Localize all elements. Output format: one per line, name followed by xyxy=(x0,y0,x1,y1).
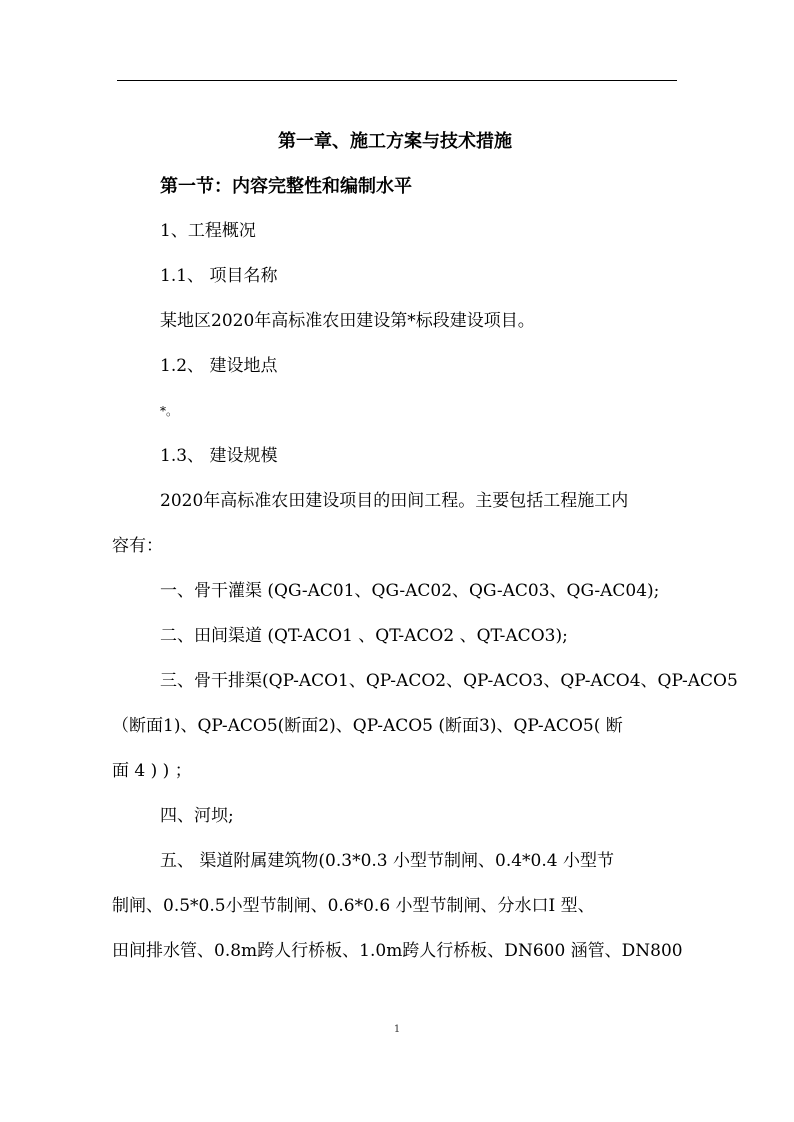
list-item-4: 四、河坝; xyxy=(160,806,234,826)
list-item-3-line2: （断面1)、QP-ACO5(断面2)、QP-ACO5 (断面3)、QP-ACO5( 断 xyxy=(112,716,623,736)
scale-text-line2: 容有： xyxy=(112,536,163,556)
list-item-3-line1: 三、骨干排渠(QP-ACO1、QP-ACO2、QP-ACO3、QP-ACO4、QP-ACO5 xyxy=(160,671,738,691)
heading-overview: 1、工程概况 xyxy=(160,221,256,241)
heading-project-name: 1.1、 项目名称 xyxy=(160,266,278,286)
chapter-title: 第一章、施工方案与技术措施 xyxy=(278,131,512,152)
list-item-2: 二、田间渠道 (QT-ACO1 、QT-ACO2 、QT-ACO3); xyxy=(160,626,568,646)
list-item-3-line3: 面 4 ) ) ； xyxy=(112,761,192,781)
project-name-text: 某地区2020年高标准农田建设第*标段建设项目。 xyxy=(160,311,535,331)
section-title: 第一节：内容完整性和编制水平 xyxy=(160,176,412,197)
heading-location: 1.2、 建设地点 xyxy=(160,356,278,376)
list-item-5-line2: 制闸、0.5*0.5小型节制闸、0.6*0.6 小型节制闸、分水口I 型、 xyxy=(112,896,595,916)
header-rule xyxy=(117,80,677,81)
location-text: *。 xyxy=(160,404,179,418)
scale-text-line1: 2020年高标准农田建设项目的田间工程。主要包括工程施工内 xyxy=(160,491,629,511)
list-item-1: 一、骨干灌渠 (QG-AC01、QG-AC02、QG-AC03、QG-AC04); xyxy=(160,581,660,601)
list-item-5-line3: 田间排水管、0.8m跨人行桥板、1.0m跨人行桥板、DN600 涵管、DN800 xyxy=(112,941,683,961)
heading-scale: 1.3、 建设规模 xyxy=(160,446,278,466)
document-body xyxy=(112,119,738,974)
list-item-5-line1: 五、 渠道附属建筑物(0.3*0.3 小型节制闸、0.4*0.4 小型节 xyxy=(160,851,614,871)
page-number: 1 xyxy=(393,1024,401,1035)
